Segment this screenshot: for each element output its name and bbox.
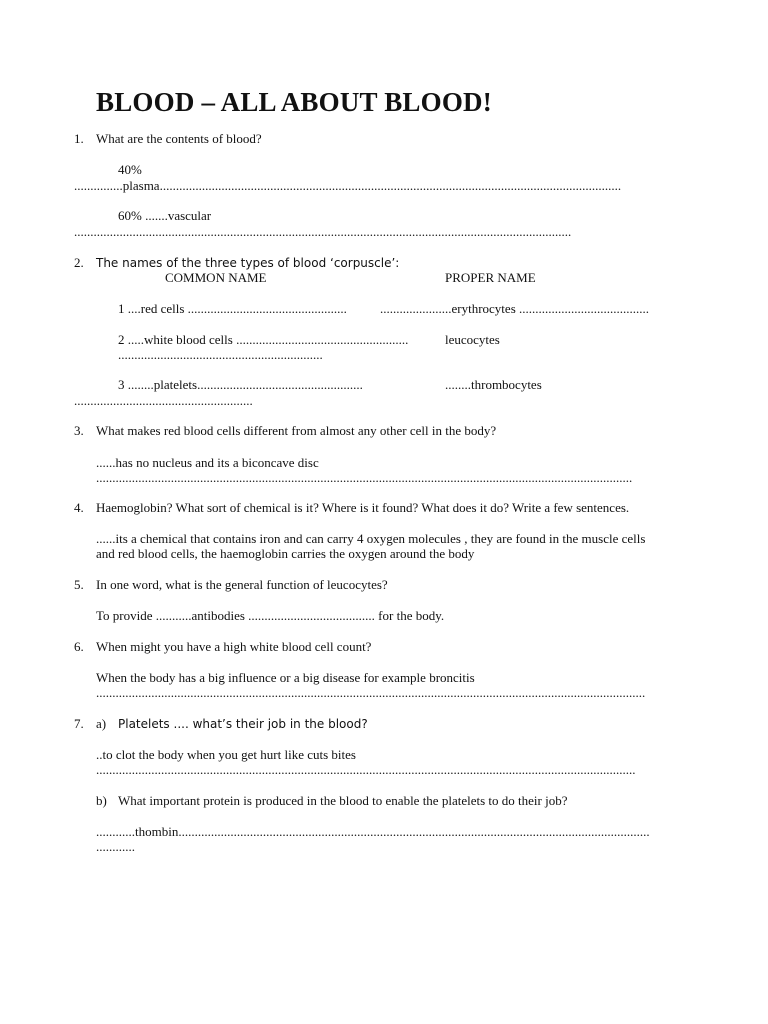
answer-text: 40%: [118, 162, 142, 177]
question-text: Platelets .... what’s their job in the blood?: [118, 717, 368, 731]
answer-text: ......its a chemical that contains iron and can carry 4 oxygen molecules , they are found in the muscle cells: [96, 531, 646, 546]
answer-text: To provide ...........antibodies ....................................... for the body.: [96, 608, 445, 623]
answer-text: ..to clot the body when you get hurt like cuts bites: [96, 747, 356, 762]
answer-line: .......................................................: [74, 393, 253, 408]
answer-text: When the body has a big influence or a big disease for example broncitis: [96, 670, 475, 685]
answer-line: .........................................................................................................................................................................: [96, 685, 646, 700]
question-text: What are the contents of blood?: [96, 131, 262, 146]
answer-text: 60% .......vascular: [118, 208, 212, 223]
question-text: What important protein is produced in the blood to enable the platelets to do their job?: [118, 793, 568, 808]
question-number: 2.: [74, 255, 84, 270]
answer-text: ......................erythrocytes ........................................: [380, 301, 650, 316]
column-header-common: COMMON NAME: [165, 270, 267, 285]
answer-line: ...............................................................: [118, 347, 323, 362]
answer-line: ...............plasma..............................................................................................................................................: [74, 178, 622, 193]
question-number: 7.: [74, 716, 84, 731]
answer-text: ............thombin.................................................................................................................................................: [96, 824, 650, 839]
answer-text: 2 .....white blood cells .....................................................: [118, 332, 409, 347]
question-text: Haemoglobin? What sort of chemical is it? Where is it found? What does it do? Write a few sentences.: [96, 500, 630, 515]
column-header-proper: PROPER NAME: [445, 270, 536, 285]
question-text: When might you have a high white blood cell count?: [96, 639, 372, 654]
answer-line: .........................................................................................................................................................: [74, 224, 572, 239]
question-text: The names of the three types of blood ‘corpuscle’:: [96, 256, 400, 270]
sub-question-label: b): [96, 793, 107, 808]
question-number: 1.: [74, 131, 84, 146]
answer-line: ......................................................................................................................................................................: [96, 762, 636, 777]
question-text: In one word, what is the general function of leucocytes?: [96, 577, 388, 592]
answer-text: 1 ....red cells .................................................: [118, 301, 347, 316]
question-number: 5.: [74, 577, 84, 592]
answer-line: ............: [96, 839, 135, 854]
question-number: 6.: [74, 639, 84, 654]
sub-question-label: a): [96, 716, 107, 731]
question-number: 3.: [74, 423, 84, 438]
question-text: What makes red blood cells different from almost any other cell in the body?: [96, 423, 497, 438]
answer-text: 3 ........platelets...................................................: [118, 377, 363, 392]
question-number: 4.: [74, 500, 84, 515]
answer-text: ........thrombocytes: [445, 377, 542, 392]
page-title: BLOOD – ALL ABOUT BLOOD!: [96, 87, 492, 117]
answer-text: and red blood cells, the haemoglobin carries the oxygen around the body: [96, 546, 475, 561]
answer-line: .....................................................................................................................................................................: [96, 470, 633, 485]
answer-text: leucocytes: [445, 332, 500, 347]
answer-text: ......has no nucleus and its a biconcave disc: [96, 455, 319, 470]
